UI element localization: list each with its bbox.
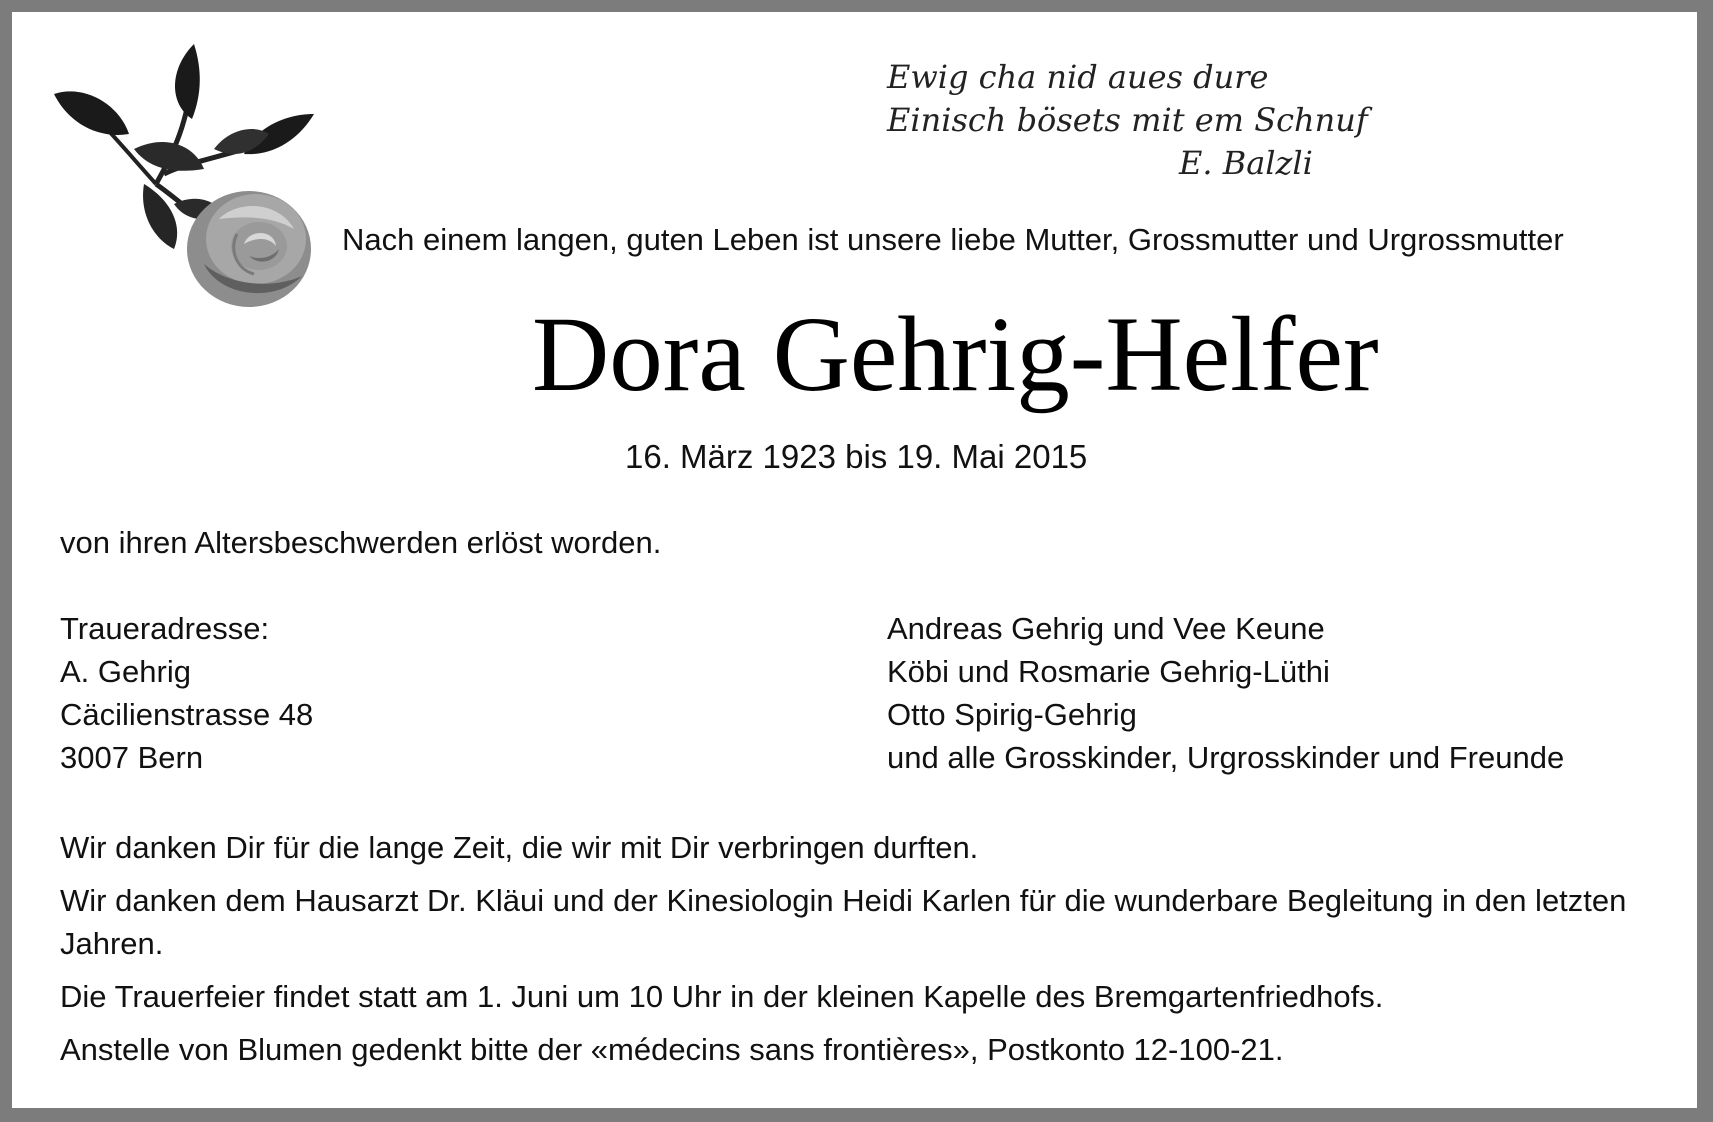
address-name: A. Gehrig xyxy=(60,654,191,689)
family-line: Andreas Gehrig und Vee Keune xyxy=(887,611,1325,646)
closing-notes xyxy=(60,826,1660,1081)
deceased-name: Dora Gehrig-Helfer xyxy=(532,296,1379,414)
family-line: Köbi und Rosmarie Gehrig-Lüthi xyxy=(887,654,1330,689)
address-street: Cäcilienstrasse 48 xyxy=(60,697,314,732)
donation-info: Anstelle von Blumen gedenkt bitte der «médecins sans frontières», Postkonto 12-100-21. xyxy=(60,1032,1284,1067)
thanks-doctor-text: Wir danken dem Hausarzt Dr. Kläui und der Kinesiologin Heidi Karlen für die wunderbare Begleitung in den letzten Jahren. xyxy=(60,883,1627,961)
address-city: 3007 Bern xyxy=(60,740,204,775)
poem-author: E. Balzli xyxy=(1179,144,1313,182)
poem xyxy=(887,56,1368,185)
funeral-info: Die Trauerfeier findet statt am 1. Juni um 10 Uhr in der kleinen Kapelle des Bremgartenfriedhofs. xyxy=(60,979,1384,1014)
obituary-card xyxy=(12,12,1697,1108)
rose-icon xyxy=(44,34,344,316)
mourning-address xyxy=(60,607,313,779)
family-line: Otto Spirig-Gehrig xyxy=(887,697,1137,732)
poem-line: Ewig cha nid aues dure xyxy=(887,58,1269,96)
thanks-text: Wir danken Dir für die lange Zeit, die wir mit Dir verbringen durften. xyxy=(60,830,979,865)
poem-line: Einisch bösets mit em Schnuf xyxy=(887,101,1368,139)
family-line: und alle Grosskinder, Urgrosskinder und Freunde xyxy=(887,740,1565,775)
life-dates: 16. März 1923 bis 19. Mai 2015 xyxy=(625,438,1088,475)
intro-text: Nach einem langen, guten Leben ist unsere liebe Mutter, Grossmutter und Urgrossmutter xyxy=(342,222,1564,257)
family-list xyxy=(887,607,1564,779)
released-text: von ihren Altersbeschwerden erlöst worden. xyxy=(60,525,662,560)
address-heading: Traueradresse: xyxy=(60,611,270,646)
